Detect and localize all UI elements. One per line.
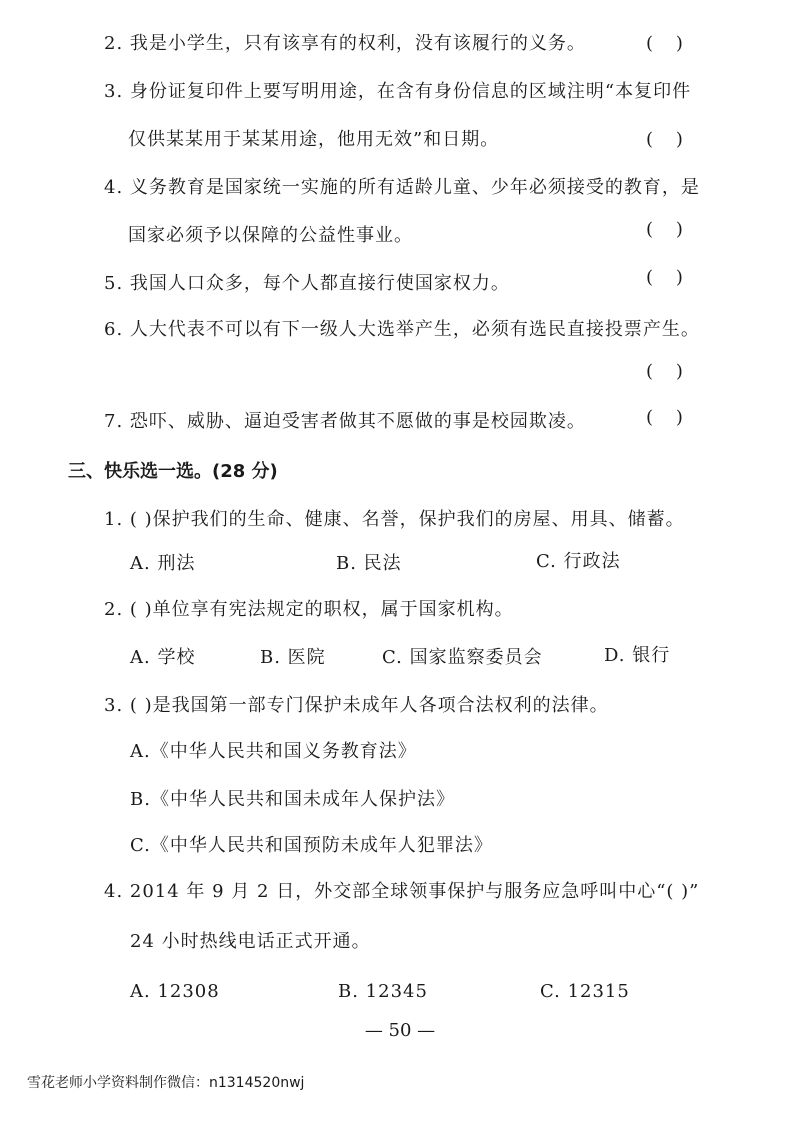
- mc-q1-option-a: A. 刑法: [130, 553, 196, 574]
- tf-question-5: 5. 我国人口众多，每个人都直接行使国家权力。: [104, 273, 510, 294]
- mc-question-1: 1. ( )保护我们的生命、健康、名誉，保护我们的房屋、用具、储蓄。: [104, 509, 685, 530]
- mc-question-4-line1: 4. 2014 年 9 月 2 日，外交部全球领事保护与服务应急呼叫中心“( )”: [104, 881, 700, 902]
- mc-q4-option-a: A. 12308: [130, 981, 220, 1002]
- mc-question-4-line2: 24 小时热线电话正式开通。: [130, 931, 371, 952]
- tf-question-3-line2: 仅供某某用于某某用途，他用无效”和日期。: [128, 129, 500, 150]
- answer-bracket: ( ): [646, 407, 683, 428]
- tf-question-4-line1: 4. 义务教育是国家统一实施的所有适龄儿童、少年必须接受的教育，是: [104, 177, 700, 198]
- mc-q4-option-b: B. 12345: [338, 981, 428, 1002]
- mc-q1-option-c: C. 行政法: [536, 551, 621, 572]
- page-number: — 50 —: [364, 1020, 436, 1041]
- mc-q3-option-b: B.《中华人民共和国未成年人保护法》: [130, 789, 455, 810]
- tf-question-2: 2. 我是小学生，只有该享有的权利，没有该履行的义务。: [104, 33, 586, 54]
- answer-bracket: ( ): [646, 129, 683, 150]
- tf-question-3-line1: 3. 身份证复印件上要写明用途，在含有身份信息的区域注明“本复印件: [104, 81, 692, 102]
- footer-watermark-text: 雪花老师小学资料制作微信：n1314520nwj: [27, 1075, 305, 1091]
- answer-bracket: ( ): [646, 33, 683, 54]
- mc-q2-option-c: C. 国家监察委员会: [382, 647, 543, 668]
- mc-question-2: 2. ( )单位享有宪法规定的职权，属于国家机构。: [104, 599, 514, 620]
- mc-q2-option-b: B. 医院: [260, 647, 326, 668]
- answer-bracket: ( ): [646, 361, 683, 382]
- section-3-title: 三、快乐选一选。(28 分): [68, 461, 278, 482]
- mc-q3-option-c: C.《中华人民共和国预防未成年人犯罪法》: [130, 835, 493, 856]
- mc-q1-option-b: B. 民法: [336, 553, 402, 574]
- answer-bracket: ( ): [646, 267, 683, 288]
- mc-q2-option-a: A. 学校: [130, 647, 196, 668]
- tf-question-6: 6. 人大代表不可以有下一级人大选举产生，必须有选民直接投票产生。: [104, 319, 700, 340]
- mc-question-3: 3. ( )是我国第一部专门保护未成年人各项合法权利的法律。: [104, 695, 609, 716]
- mc-q4-option-c: C. 12315: [540, 981, 630, 1002]
- tf-question-7: 7. 恐吓、威胁、逼迫受害者做其不愿做的事是校园欺凌。: [104, 411, 586, 432]
- mc-q2-option-d: D. 银行: [604, 645, 671, 666]
- mc-q3-option-a: A.《中华人民共和国义务教育法》: [130, 741, 417, 762]
- tf-question-4-line2: 国家必须予以保障的公益性事业。: [128, 225, 413, 246]
- answer-bracket: ( ): [646, 219, 683, 240]
